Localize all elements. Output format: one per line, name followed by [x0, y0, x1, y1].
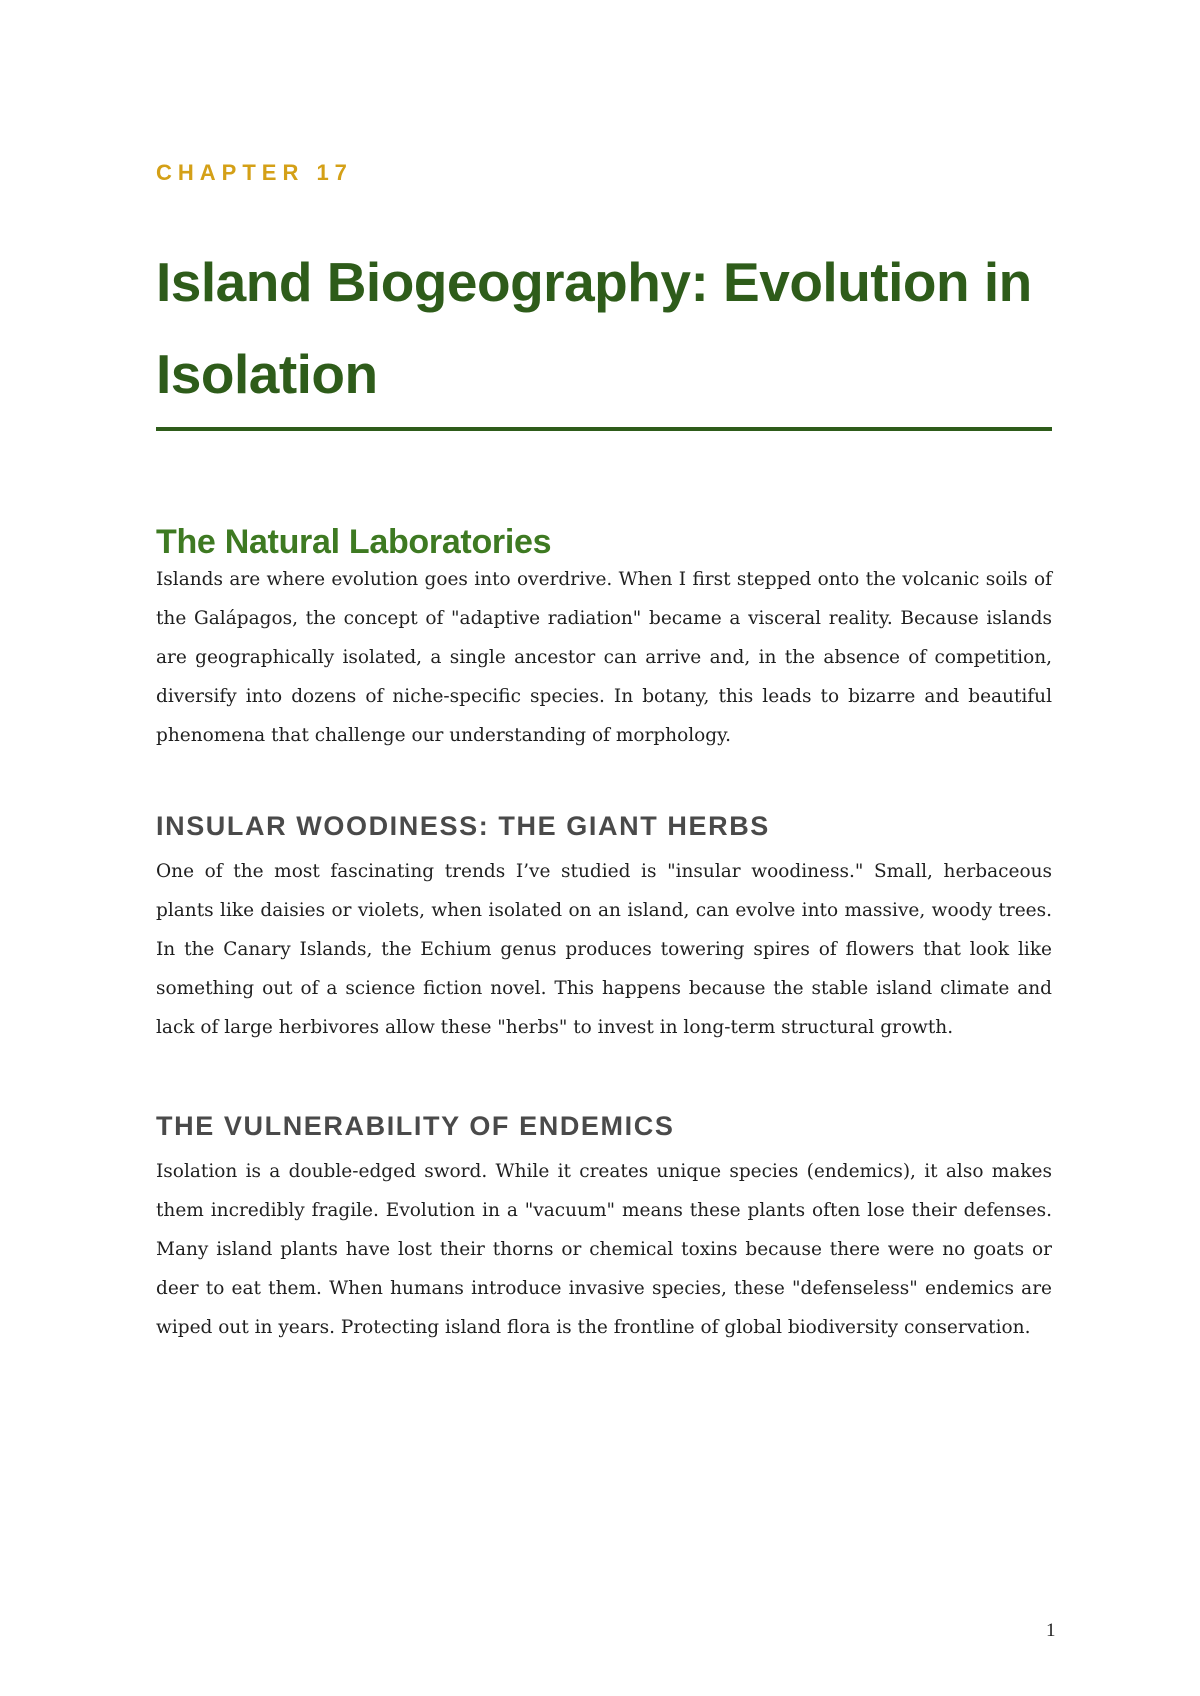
section-heading: The Natural Laboratories — [156, 523, 552, 561]
subsection-heading-endemics: THE VULNERABILITY OF ENDEMICS — [156, 1111, 675, 1141]
endemics-paragraph: Isolation is a double-edged sword. While it creates unique species (endemics), it also makes them incredibly fragile. Evolution in a "vacuum" means these plants often lose their defenses. Many island plants have lost their thorns or chemical toxins because there were no goats or deer to eat them. When humans introduce invasive species, these "defenseless" endemics are wiped out in years. Protecting island flora is the frontline of global biodiversity conservation. — [156, 1161, 1052, 1338]
chapter-label: CHAPTER 17 — [156, 160, 353, 185]
title-divider — [156, 427, 1052, 431]
chapter-title: Island Biogeography: Evolution in Isolation — [156, 251, 1032, 405]
intro-paragraph: Islands are where evolution goes into overdrive. When I first stepped onto the volcanic soils of the Galápagos, the concept of "adaptive radiation" became a visceral reality. Because islands are geographically isolated, a single ancestor can arrive and, in the absence of competition, diversify into dozens of niche-specific species. In botany, this leads to bizarre and beautiful phenomena that challenge our understanding of morphology. — [156, 569, 1052, 746]
subsection-heading-woodiness: INSULAR WOODINESS: THE GIANT HERBS — [156, 811, 770, 841]
page-number: 1 — [1046, 1620, 1056, 1641]
woodiness-paragraph: One of the most fascinating trends I’ve studied is "insular woodiness." Small, herbaceous plants like daisies or violets, when isolated on an island, can evolve into massive, woody trees. In the Canary Islands, the Echium genus produces towering spires of flowers that look like something out of a science fiction novel. This happens because the stable island climate and lack of large herbivores allow these "herbs" to invest in long-term structural growth. — [156, 861, 1052, 1038]
